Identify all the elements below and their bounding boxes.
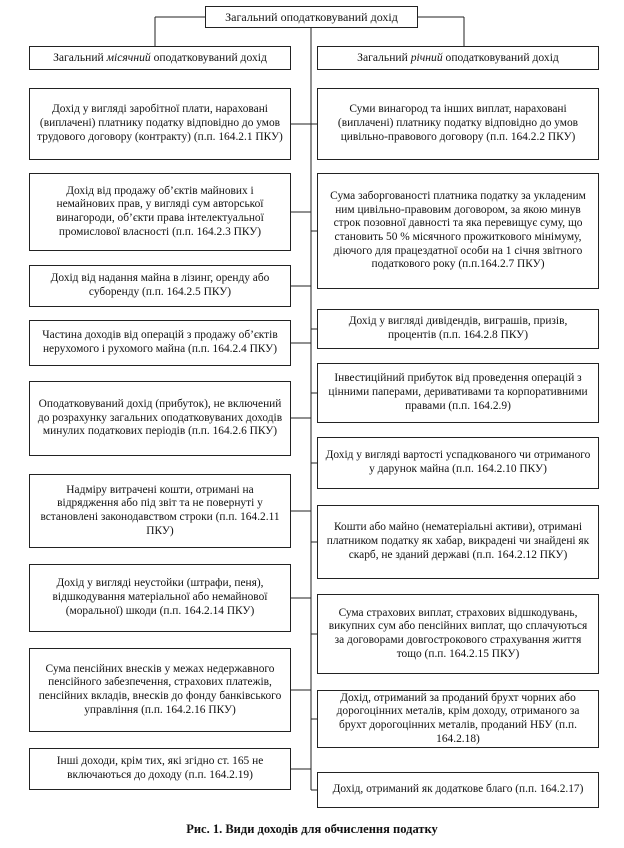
left-item-7: Дохід у вигляді неустойки (штрафи, пеня), відшкодування матеріальної або немайнової (моральної) шкоди (п.п. 164.2.14 ПКУ) <box>29 564 291 632</box>
right-item-2: Сума заборгованості платника податку за укладеним ним цивільно-правовим договором, за якою минув строк позовної давності та яка перевищує суму, що становить 50 % місячного прожиткового мінімуму, діючого для працездатної особи на 1 січня звітного податкового року (п.п.164.2.7 ПКУ) <box>317 173 599 289</box>
right-item-5: Дохід у вигляді вартості успадкованого чи отриманого у дарунок майна (п.п. 164.2.10 ПКУ) <box>317 437 599 489</box>
right-header-label: Загальний річний оподатковуваний дохід <box>357 51 559 65</box>
left-item-4: Частина доходів від операцій з продажу об’єктів нерухомого і рухомого майна (п.п. 164.2.4 ПКУ) <box>29 320 291 366</box>
left-item-6: Надміру витрачені кошти, отримані на відрядження або під звіт та не повернуті у встановлені законодавством строки (п.п. 164.2.11 ПКУ) <box>29 474 291 548</box>
right-header-box <box>317 46 599 70</box>
root-label: Загальний оподатковуваний дохід <box>225 9 398 24</box>
left-item-2: Дохід від продажу об’єктів майнових і немайнових прав, у вигляді сум авторської винагороди, об’єкти права інтелектуальної промислової власності (п.п. 164.2.3 ПКУ) <box>29 173 291 251</box>
figure-caption: Рис. 1. Види доходів для обчислення податку <box>186 822 438 836</box>
left-header-box <box>29 46 291 70</box>
right-item-6: Кошти або майно (нематеріальні активи), отримані платником податку як хабар, викрадені чи знайдені як скарб, не зданий державі (п.п. 164.2.12 ПКУ) <box>317 505 599 579</box>
left-item-5: Оподатковуваний дохід (прибуток), не включений до розрахунку загальних оподатковуваних доходів минулих податкових періодів (п.п. 164.2.6 ПКУ) <box>29 381 291 456</box>
left-header-label: Загальний місячний оподатковуваний дохід <box>53 51 267 65</box>
right-item-7: Сума страхових виплат, страхових відшкодувань, викупних сум або пенсійних виплат, що сплачуються за договорами довгострокового страхування життя тощо (п.п. 164.2.15 ПКУ) <box>317 594 599 674</box>
left-item-1: Дохід у вигляді заробітної плати, нараховані (виплачені) платнику податку відповідно до умов трудового договору (контракту) (п.п. 164.2.1 ПКУ) <box>29 88 291 160</box>
right-item-1: Суми винагород та інших виплат, нараховані (виплачені) платнику податку відповідно до умов цивільно-правового договору (п.п. 164.2.2 ПКУ) <box>317 88 599 160</box>
right-item-3: Дохід у вигляді дивідендів, виграшів, призів, процентів (п.п. 164.2.8 ПКУ) <box>317 309 599 349</box>
right-item-9: Дохід, отриманий як додаткове благо (п.п. 164.2.17) <box>317 772 599 808</box>
left-item-9: Інші доходи, крім тих, які згідно ст. 165 не включаються до доходу (п.п. 164.2.19) <box>29 748 291 790</box>
right-item-4: Інвестиційний прибуток від проведення операцій з цінними паперами, деривативами та корпоративними правами (п.п. 164.2.9) <box>317 363 599 423</box>
left-item-8: Сума пенсійних внесків у межах недержавного пенсійного забезпечення, страхових платежів, пенсійних вкладів, внесків до фонду банківського управління (п.п. 164.2.16 ПКУ) <box>29 648 291 732</box>
left-item-3: Дохід від надання майна в лізинг, оренду або суборенду (п.п. 164.2.5 ПКУ) <box>29 265 291 307</box>
root-box <box>205 6 418 28</box>
right-item-8: Дохід, отриманий за проданий брухт чорних або дорогоцінних металів, крім доходу, отриманого за брухт дорогоцінних металів, проданий НБУ (п.п. 164.2.18) <box>317 690 599 748</box>
